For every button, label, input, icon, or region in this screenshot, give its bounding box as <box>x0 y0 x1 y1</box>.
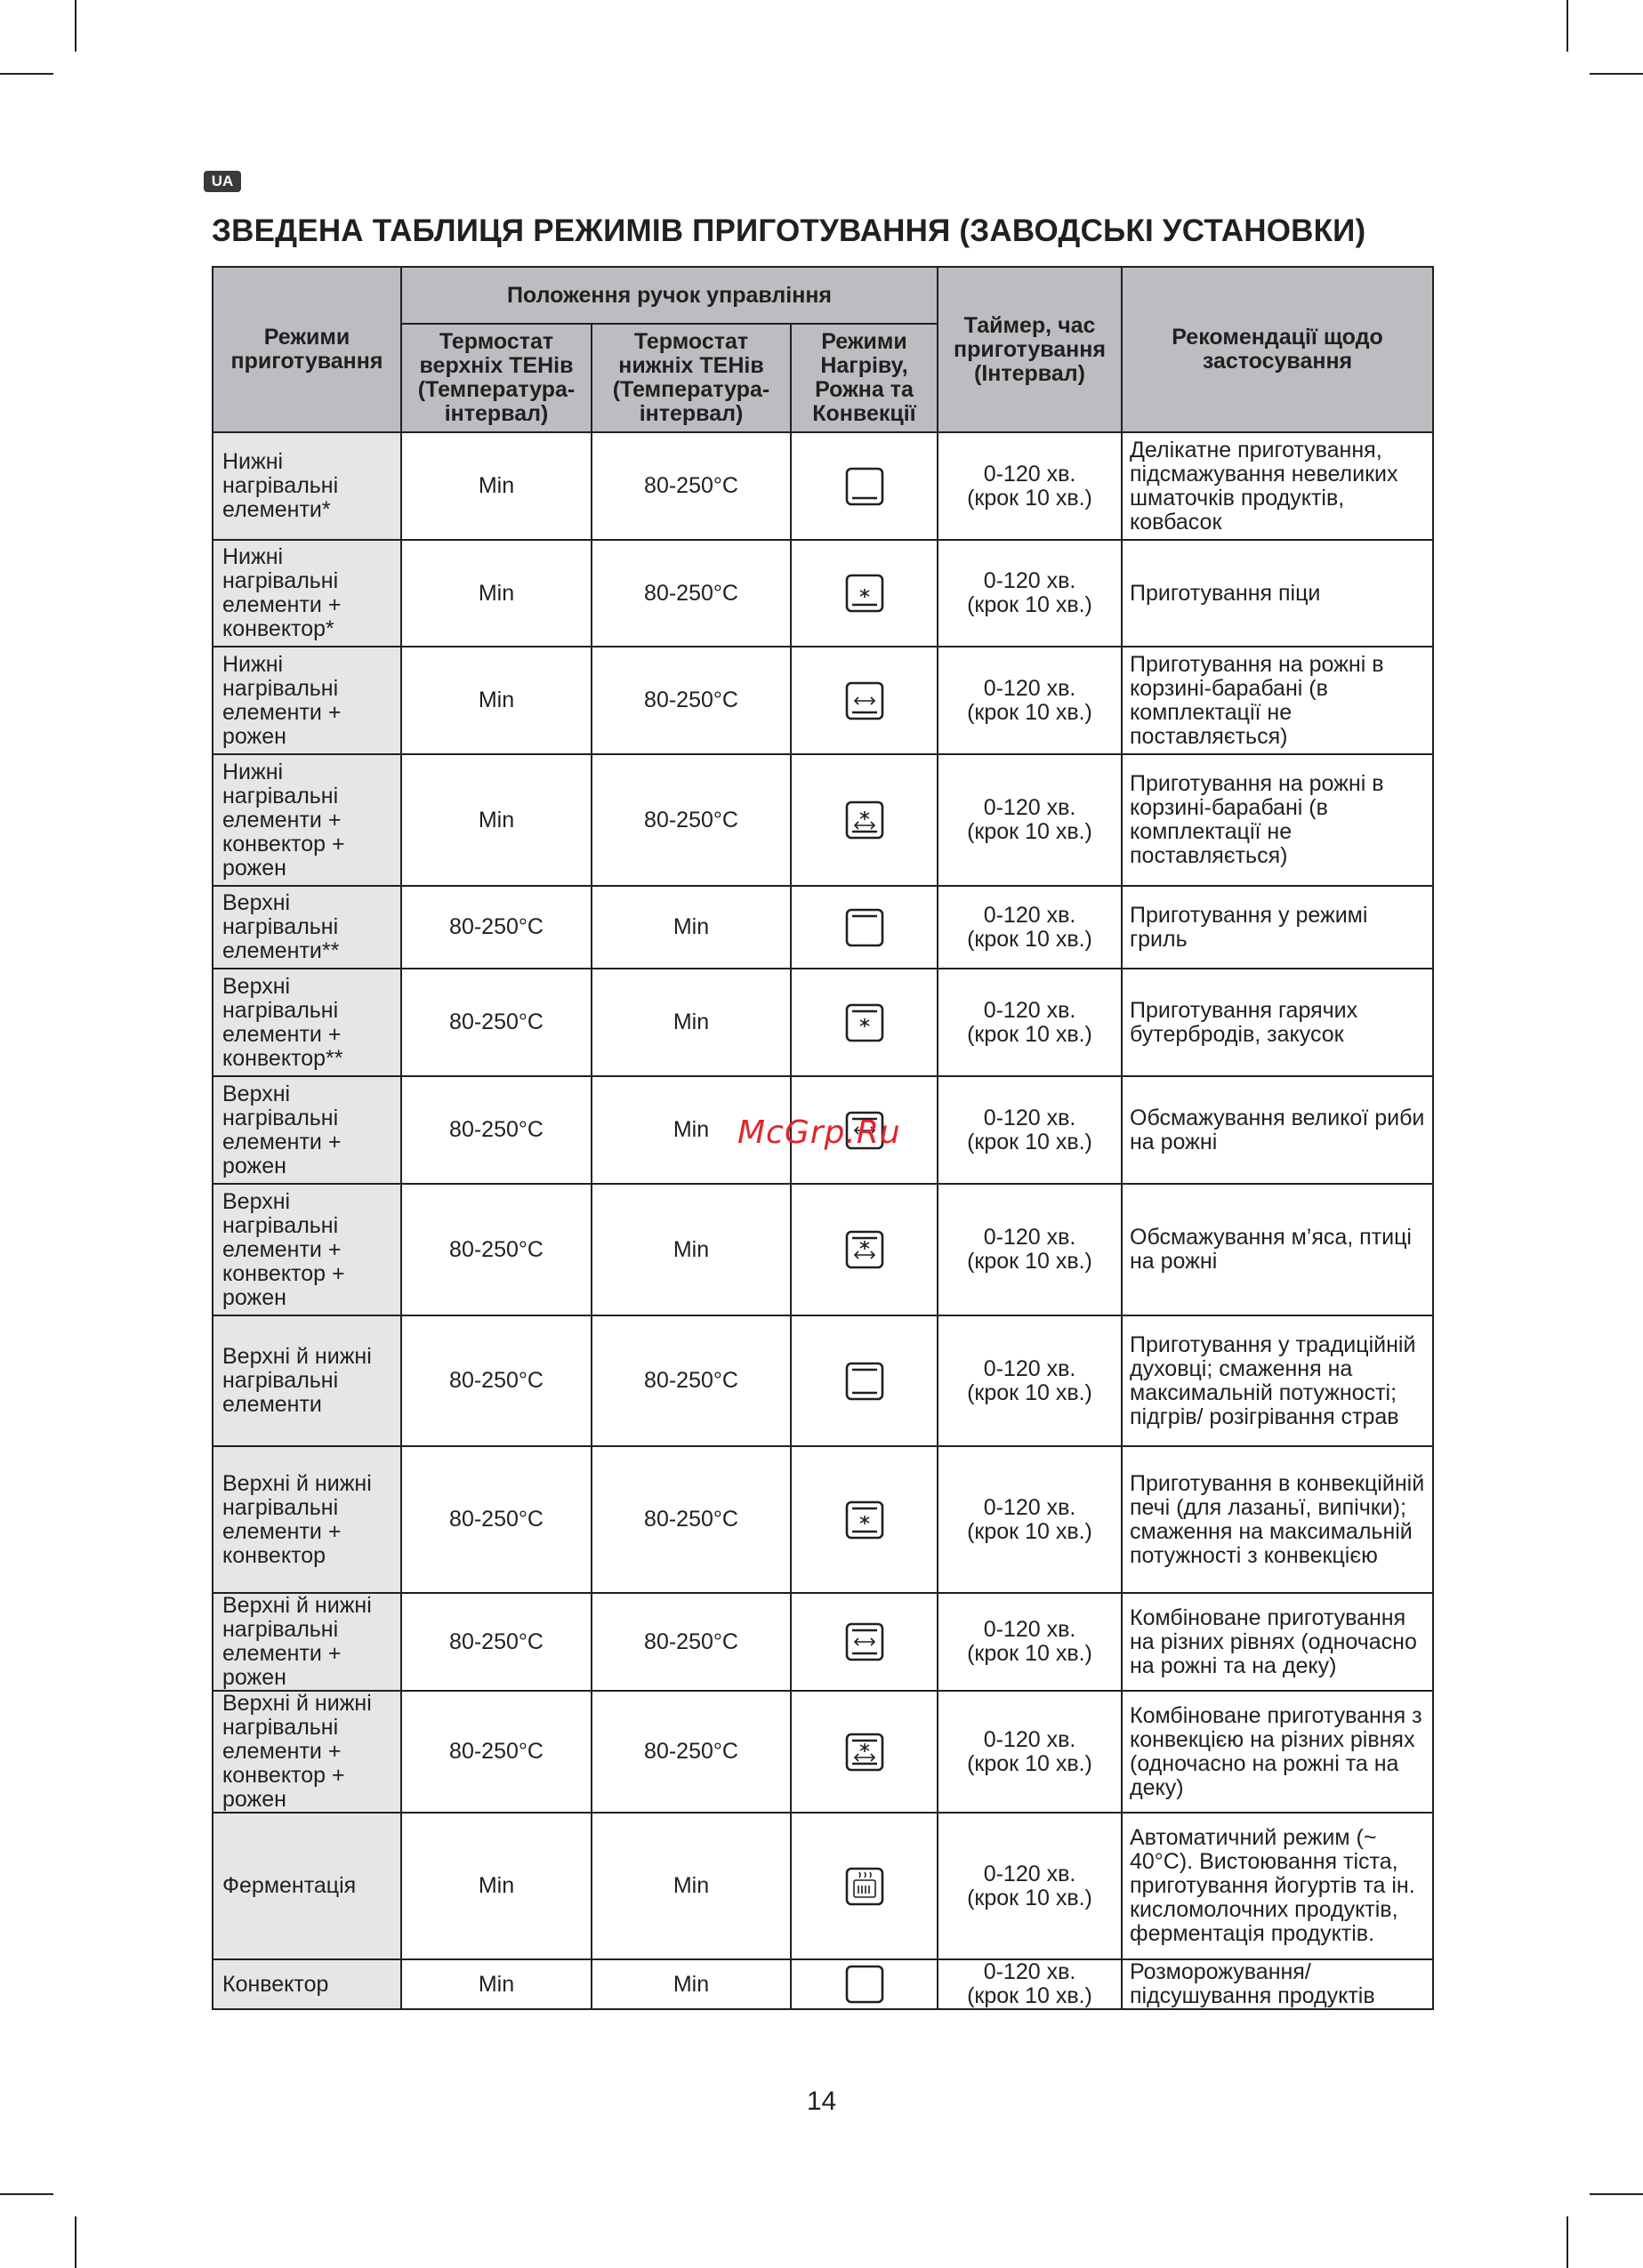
timer-step: (крок 10 хв.) <box>967 592 1092 617</box>
mode-cell: Нижні нагрівальні елементи* <box>213 432 401 540</box>
timer-range: 0-120 хв. <box>983 1225 1076 1250</box>
header-heating-mode: Режими Нагріву, Рожна та Конвекції <box>791 324 938 432</box>
mode-cell: Верхні нагрівальні елементи + конвектор** <box>213 969 401 1076</box>
timer-cell <box>938 886 1122 969</box>
bottom-heat-fan-spit-icon <box>845 800 884 840</box>
mode-cell: Ферментація <box>213 1813 401 1959</box>
heating-mode-cell <box>791 969 938 1076</box>
timer-cell <box>938 1184 1122 1315</box>
heating-mode-cell <box>791 886 938 969</box>
mode-cell: Верхні нагрівальні елементи + конвектор + рожен <box>213 1184 401 1315</box>
timer-step: (крок 10 хв.) <box>967 1129 1092 1154</box>
timer-cell <box>938 1446 1122 1593</box>
lower-thermostat-cell: Min <box>592 1076 791 1184</box>
table-row <box>213 1959 1433 2009</box>
lower-thermostat-cell: 80-250°C <box>592 1593 791 1691</box>
crop-mark <box>1566 2216 1568 2268</box>
table-row <box>213 647 1433 754</box>
recommendation-cell: Приготування у режимі гриль <box>1122 886 1433 969</box>
timer-cell <box>938 754 1122 886</box>
crop-mark <box>0 73 53 75</box>
language-badge: UA <box>204 171 241 192</box>
heating-mode-cell <box>791 540 938 647</box>
page-number: 14 <box>806 2087 837 2116</box>
timer-step: (крок 10 хв.) <box>967 926 1092 952</box>
timer-range: 0-120 хв. <box>983 1617 1076 1642</box>
crop-mark <box>75 2216 77 2268</box>
timer-cell <box>938 1813 1122 1959</box>
page-title: ЗВЕДЕНА ТАБЛИЦЯ РЕЖИМІВ ПРИГОТУВАННЯ (ЗАВОДСЬКІ УСТАНОВКИ) <box>212 213 1366 248</box>
upper-thermostat-cell: 80-250°C <box>401 1184 592 1315</box>
timer-cell <box>938 1076 1122 1184</box>
top-bottom-heat-fan-icon <box>845 1500 884 1540</box>
timer-range: 0-120 хв. <box>983 1861 1076 1886</box>
recommendation-cell: Приготування піци <box>1122 540 1433 647</box>
recommendation-cell: Розморожування/ підсушування продуктів <box>1122 1959 1433 2009</box>
heating-mode-cell <box>791 1315 938 1446</box>
heating-mode-cell <box>791 647 938 754</box>
heating-mode-cell <box>791 1184 938 1315</box>
timer-range: 0-120 хв. <box>983 1726 1076 1752</box>
upper-thermostat-cell: 80-250°C <box>401 886 592 969</box>
timer-range: 0-120 хв. <box>983 1355 1076 1381</box>
recommendation-cell: Комбіноване приготування з конвекцією на різних рівнях (одночасно на рожні та на деку) <box>1122 1691 1433 1813</box>
timer-step: (крок 10 хв.) <box>967 1249 1092 1274</box>
header-recommendations: Рекомендації щодо застосування <box>1122 267 1433 432</box>
timer-step: (крок 10 хв.) <box>967 1983 1092 2008</box>
upper-thermostat-cell: Min <box>401 1959 592 2009</box>
recommendation-cell: Приготування на рожні в корзині-барабані (в комплектації не поставляється) <box>1122 647 1433 754</box>
lower-thermostat-cell: 80-250°C <box>592 754 791 886</box>
lower-thermostat-cell: Min <box>592 1959 791 2009</box>
timer-range: 0-120 хв. <box>983 902 1076 928</box>
recommendation-cell: Приготування гарячих бутербродів, закусок <box>1122 969 1433 1076</box>
crop-mark <box>1566 0 1568 52</box>
recommendation-cell: Автоматичний режим (~ 40°C). Вистоювання тіста, приготування йогуртів та ін. кисломолочних продуктів, ферментація продуктів. <box>1122 1813 1433 1959</box>
timer-cell <box>938 432 1122 540</box>
table-row <box>213 969 1433 1076</box>
lower-thermostat-cell: 80-250°C <box>592 540 791 647</box>
bottom-heat-fan-icon <box>845 574 884 613</box>
header-knob-positions: Положення ручок управління <box>401 267 938 324</box>
header-lower-thermostat: Термостат нижніх ТЕНів (Температура-інтервал) <box>592 324 791 432</box>
mode-cell: Нижні нагрівальні елементи + рожен <box>213 647 401 754</box>
upper-thermostat-cell: 80-250°C <box>401 1691 592 1813</box>
top-heat-icon <box>845 908 884 947</box>
mode-cell: Верхні й нижні нагрівальні елементи <box>213 1315 401 1446</box>
top-bottom-heat-spit-icon <box>845 1622 884 1661</box>
lower-thermostat-cell: Min <box>592 886 791 969</box>
lower-thermostat-cell: 80-250°C <box>592 1315 791 1446</box>
upper-thermostat-cell: 80-250°C <box>401 1446 592 1593</box>
mode-cell: Верхні й нижні нагрівальні елементи + конвектор <box>213 1446 401 1593</box>
timer-range: 0-120 хв. <box>983 1105 1076 1130</box>
crop-mark <box>1590 73 1643 75</box>
top-bottom-heat-fan-spit-icon <box>845 1733 884 1772</box>
lower-thermostat-cell: 80-250°C <box>592 647 791 754</box>
top-bottom-heat-icon <box>845 1362 884 1401</box>
upper-thermostat-cell: Min <box>401 540 592 647</box>
header-timer: Таймер, час приготування (Інтервал) <box>938 267 1122 432</box>
timer-cell <box>938 647 1122 754</box>
recommendation-cell: Делікатне приготування, підсмажування невеликих шматочків продуктів, ковбасок <box>1122 432 1433 540</box>
fermentation-icon <box>845 1867 884 1906</box>
table-row <box>213 1184 1433 1315</box>
mode-cell: Конвектор <box>213 1959 401 2009</box>
timer-step: (крок 10 хв.) <box>967 1641 1092 1666</box>
table-row <box>213 1315 1433 1446</box>
heating-mode-cell <box>791 1959 938 2009</box>
header-modes: Режими приготування <box>213 267 401 432</box>
lower-thermostat-cell: Min <box>592 1813 791 1959</box>
timer-step: (крок 10 хв.) <box>967 1021 1092 1047</box>
timer-range: 0-120 хв. <box>983 795 1076 820</box>
upper-thermostat-cell: 80-250°C <box>401 1315 592 1446</box>
table-row <box>213 886 1433 969</box>
timer-range: 0-120 хв. <box>983 675 1076 701</box>
upper-thermostat-cell: 80-250°C <box>401 969 592 1076</box>
convector-icon <box>845 1965 884 2004</box>
upper-thermostat-cell: 80-250°C <box>401 1076 592 1184</box>
timer-step: (крок 10 хв.) <box>967 1885 1092 1910</box>
recommendation-cell: Комбіноване приготування на різних рівнях (одночасно на рожні та на деку) <box>1122 1593 1433 1691</box>
recommendation-cell: Обсмажування м’яса, птиці на рожні <box>1122 1184 1433 1315</box>
heating-mode-cell <box>791 432 938 540</box>
heating-mode-cell <box>791 1691 938 1813</box>
lower-thermostat-cell: Min <box>592 1184 791 1315</box>
timer-range: 0-120 хв. <box>983 1494 1076 1520</box>
timer-cell <box>938 1315 1122 1446</box>
timer-step: (крок 10 хв.) <box>967 819 1092 844</box>
mode-cell: Верхні нагрівальні елементи + рожен <box>213 1076 401 1184</box>
timer-cell <box>938 1593 1122 1691</box>
mode-cell: Верхні й нижні нагрівальні елементи + конвектор + рожен <box>213 1691 401 1813</box>
top-heat-fan-spit-icon <box>845 1230 884 1269</box>
heating-mode-cell <box>791 1446 938 1593</box>
upper-thermostat-cell: Min <box>401 1813 592 1959</box>
upper-thermostat-cell: Min <box>401 432 592 540</box>
upper-thermostat-cell: 80-250°C <box>401 1593 592 1691</box>
timer-step: (крок 10 хв.) <box>967 1518 1092 1544</box>
timer-cell <box>938 1691 1122 1813</box>
heating-mode-cell <box>791 1813 938 1959</box>
lower-thermostat-cell: 80-250°C <box>592 432 791 540</box>
recommendation-cell: Приготування у традиційній духовці; смаження на максимальній потужності; підгрів/ розігрівання страв <box>1122 1315 1433 1446</box>
mode-cell: Нижні нагрівальні елементи + конвектор* <box>213 540 401 647</box>
recommendation-cell: Приготування на рожні в корзині-барабані (в комплектації не поставляється) <box>1122 754 1433 886</box>
timer-range: 0-120 хв. <box>983 568 1076 593</box>
mode-cell: Нижні нагрівальні елементи + конвектор + рожен <box>213 754 401 886</box>
timer-range: 0-120 хв. <box>983 997 1076 1023</box>
upper-thermostat-cell: Min <box>401 754 592 886</box>
recommendation-cell: Обсмажування великої риби на рожні <box>1122 1076 1433 1184</box>
bottom-heat-spit-icon <box>845 681 884 720</box>
timer-step: (крок 10 хв.) <box>967 485 1092 511</box>
watermark: McGrp.Ru <box>737 1114 901 1151</box>
timer-cell <box>938 1959 1122 2009</box>
top-heat-fan-icon <box>845 1003 884 1042</box>
lower-thermostat-cell: 80-250°C <box>592 1691 791 1813</box>
timer-step: (крок 10 хв.) <box>967 699 1092 725</box>
crop-mark <box>1590 2193 1643 2195</box>
table-row <box>213 1691 1433 1813</box>
heating-mode-cell <box>791 1593 938 1691</box>
lower-thermostat-cell: Min <box>592 969 791 1076</box>
timer-cell <box>938 540 1122 647</box>
timer-range: 0-120 хв. <box>983 461 1076 487</box>
table-row <box>213 754 1433 886</box>
heating-mode-cell <box>791 754 938 886</box>
bottom-heat-icon <box>845 467 884 506</box>
recommendation-cell: Приготування в конвекційній печі (для лазаньї, випічки); смаження на максимальній потужності з конвекцією <box>1122 1446 1433 1593</box>
mode-cell: Верхні нагрівальні елементи** <box>213 886 401 969</box>
header-upper-thermostat: Термостат верхніх ТЕНів (Температура-інтервал) <box>401 324 592 432</box>
upper-thermostat-cell: Min <box>401 647 592 754</box>
crop-mark <box>75 0 77 52</box>
crop-mark <box>0 2193 53 2195</box>
timer-range: 0-120 хв. <box>983 1959 1076 1984</box>
table-row <box>213 1446 1433 1593</box>
table-row <box>213 1593 1433 1691</box>
mode-cell: Верхні й нижні нагрівальні елементи + рожен <box>213 1593 401 1691</box>
table-row <box>213 540 1433 647</box>
lower-thermostat-cell: 80-250°C <box>592 1446 791 1593</box>
timer-step: (крок 10 хв.) <box>967 1750 1092 1776</box>
timer-step: (крок 10 хв.) <box>967 1379 1092 1405</box>
table-row <box>213 1813 1433 1959</box>
table-row <box>213 432 1433 540</box>
timer-cell <box>938 969 1122 1076</box>
